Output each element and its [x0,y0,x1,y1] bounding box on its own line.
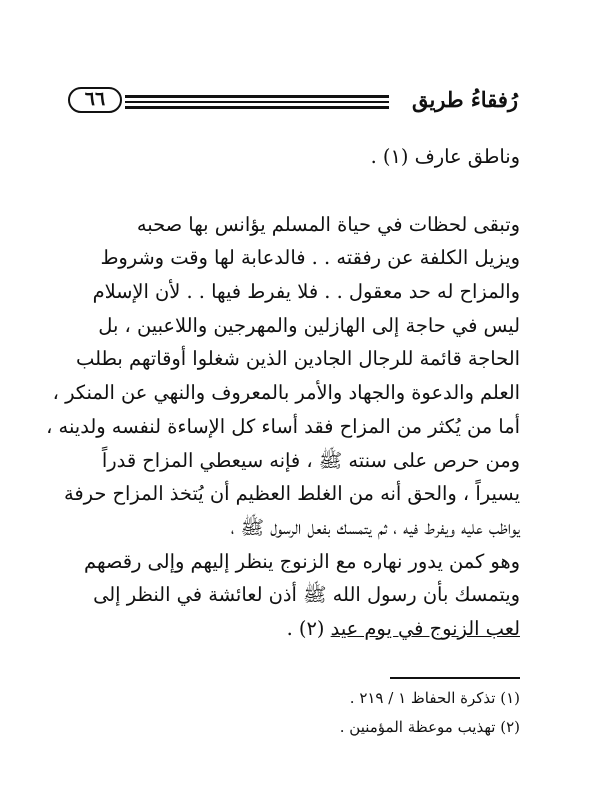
text-line: العلم والدعوة والجهاد والأمر بالمعروف والنهي عن المنكر ، [52,381,520,405]
text-line: ليس في حاجة إلى الهازلين والمهرجين واللاعبين ، بل [98,313,520,337]
footnote-2: (٢) تهذيب موعظة المؤمنين . [339,718,520,736]
continuation-paragraph [60,140,520,174]
main-text [46,140,520,646]
footnote-separator [390,677,520,679]
text-line: وتبقى لحظات في حياة المسلم يؤانس بها صحبه [136,212,520,236]
text-line: يواظب عليه ويفرط فيه ، ثم يتمسك بفعل الرسول ﷺ ، [230,515,520,539]
body-paragraph [46,208,520,646]
text-line: أما من يُكثر من المزاح فقد أساء كل الإساءة لنفسه ولدينه ، [46,414,520,438]
footnote-1: (١) تذكرة الحفاظ ١ / ٢١٩ . [349,689,520,707]
header-rule-top [125,95,389,98]
footnote-ref-2: (٢) . [286,616,331,640]
text-line: وناطق عارف (١) . [370,145,520,168]
footnotes [260,684,520,742]
text-line-last [60,612,520,646]
underlined-phrase: لعب الزنوج في يوم عيد [330,616,520,640]
page-header [68,86,518,118]
page-number-badge: ٦٦ [68,87,122,113]
text-line: ويتمسك بأن رسول الله ﷺ أذن لعائشة في النظر إلى [93,583,520,607]
header-rule-bottom [125,106,389,109]
text-line: وهو كمن يدور نهاره مع الزنوج ينظر إليهم وإلى رقصهم [84,549,520,573]
text-line: والمزاح له حد معقول . . فلا يفرط فيها . . لأن الإسلام [92,280,520,304]
text-line: يسيراً ، والحق أنه من الغلط العظيم أن يُتخذ المزاح حرفة [63,482,520,506]
book-title: رُفقاءُ طريق [411,87,518,112]
text-line: ويزيل الكلفة عن رفقته . . فالدعابة لها وقت وشروط [100,246,520,270]
text-line: ومن حرص على سنته ﷺ ، فإنه سيعطي المزاح قدراً [101,448,520,472]
header-rule-middle [125,101,389,103]
text-line: الحاجة قائمة للرجال الجادين الذين شغلوا أوقاتهم بطلب [76,347,520,371]
